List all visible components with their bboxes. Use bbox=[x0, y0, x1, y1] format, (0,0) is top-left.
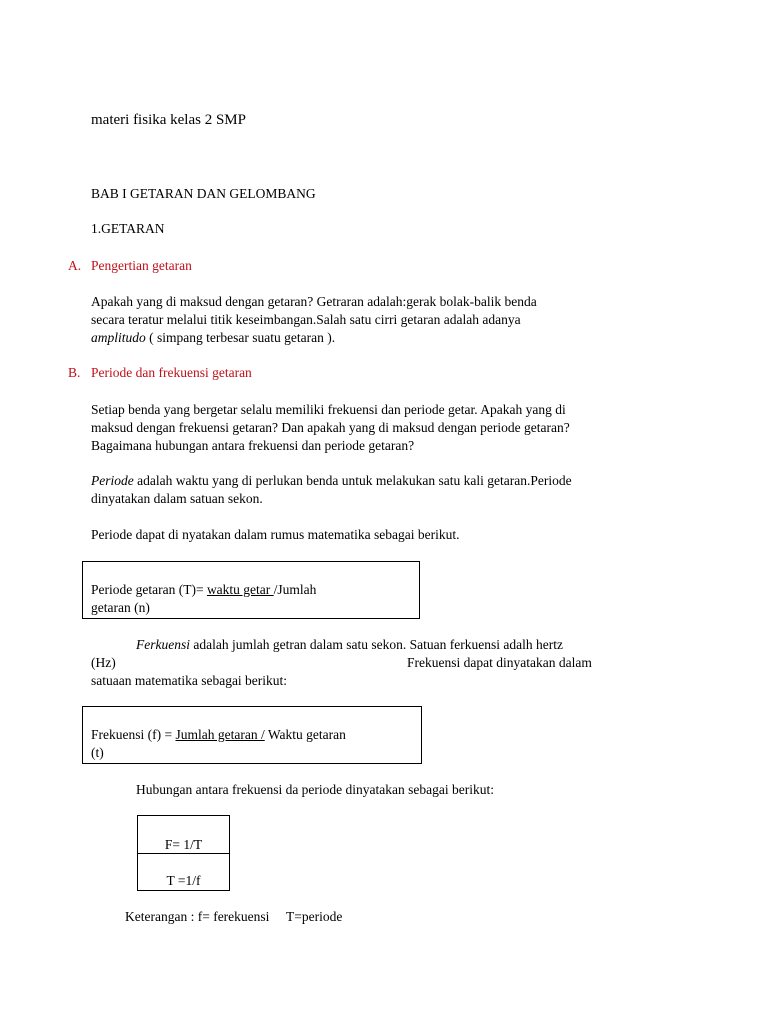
section-a-heading: Pengertian getaran bbox=[91, 258, 192, 273]
table-cell-f: F= 1/T bbox=[164, 837, 203, 852]
section-b-heading: Periode dan frekuensi getaran bbox=[91, 365, 252, 380]
formula-line bbox=[91, 581, 316, 598]
paragraph-line: secara teratur melalui titik keseimbangan.Salah satu cirri getaran adalah adanya bbox=[91, 312, 521, 327]
paragraph-line: Bagaimana hubungan antara frekuensi dan periode getaran? bbox=[91, 438, 415, 453]
paragraph-line: satuaan matematika sebagai berikut: bbox=[91, 673, 288, 688]
formula-denominator: /Jumlah bbox=[273, 582, 317, 597]
formula-box-periode bbox=[82, 561, 420, 619]
document-title: materi fisika kelas 2 SMP bbox=[91, 112, 246, 128]
formula-numerator: Jumlah getaran / bbox=[175, 727, 265, 742]
term-ferkuensi: Ferkuensi bbox=[136, 637, 190, 652]
formula-denominator: Waktu getaran bbox=[264, 727, 346, 742]
paragraph-line: (Hz) bbox=[91, 655, 116, 670]
term-amplitudo: amplitudo bbox=[91, 330, 146, 345]
keterangan-note: Keterangan : f= ferekuensi T=periode bbox=[125, 909, 343, 924]
amplitudo-definition: ( simpang terbesar suatu getaran ). bbox=[145, 330, 336, 345]
chapter-heading: BAB I GETARAN DAN GELOMBANG bbox=[91, 186, 316, 201]
paragraph-line: Apakah yang di maksud dengan getaran? Getraran adalah:gerak bolak-balik benda bbox=[91, 294, 537, 309]
formula-line: getaran (n) bbox=[91, 600, 150, 615]
paragraph-rumus-intro: Periode dapat di nyatakan dalam rumus matematika sebagai berikut. bbox=[91, 527, 460, 542]
paragraph-line bbox=[91, 472, 572, 489]
paragraph-line: dinyatakan dalam satuan sekon. bbox=[91, 491, 263, 506]
paragraph-line: Frekuensi dapat dinyatakan dalam bbox=[407, 655, 592, 670]
formula-label: Periode getaran (T)= bbox=[91, 582, 207, 597]
paragraph-line: maksud dengan frekuensi getaran? Dan apakah yang di maksud dengan periode getaran? bbox=[91, 420, 570, 435]
paragraph-line bbox=[91, 329, 335, 346]
formula-line: (t) bbox=[91, 745, 104, 760]
paragraph-line bbox=[136, 636, 563, 653]
paragraph-line: Setiap benda yang bergetar selalu memiliki frekuensi dan periode getar. Apakah yang di bbox=[91, 402, 566, 417]
section-heading: 1.GETARAN bbox=[91, 221, 165, 236]
relation-table bbox=[137, 815, 230, 891]
table-divider bbox=[138, 853, 229, 854]
periode-definition: adalah waktu yang di perlukan benda untuk melakukan satu kali getaran.Periode bbox=[133, 473, 572, 488]
formula-line bbox=[91, 726, 346, 743]
section-a-letter: A. bbox=[68, 258, 82, 273]
term-periode: Periode bbox=[91, 473, 134, 488]
formula-numerator: waktu getar bbox=[206, 582, 274, 597]
formula-label: Frekuensi (f) = bbox=[91, 727, 176, 742]
table-cell-t: T =1/f bbox=[166, 873, 201, 888]
paragraph-hubungan: Hubungan antara frekuensi da periode dinyatakan sebagai berikut: bbox=[136, 782, 494, 797]
formula-box-frekuensi bbox=[82, 706, 422, 764]
ferkuensi-definition: adalah jumlah getran dalam satu sekon. Satuan ferkuensi adalh hertz bbox=[189, 637, 563, 652]
section-b-letter: B. bbox=[68, 365, 81, 380]
